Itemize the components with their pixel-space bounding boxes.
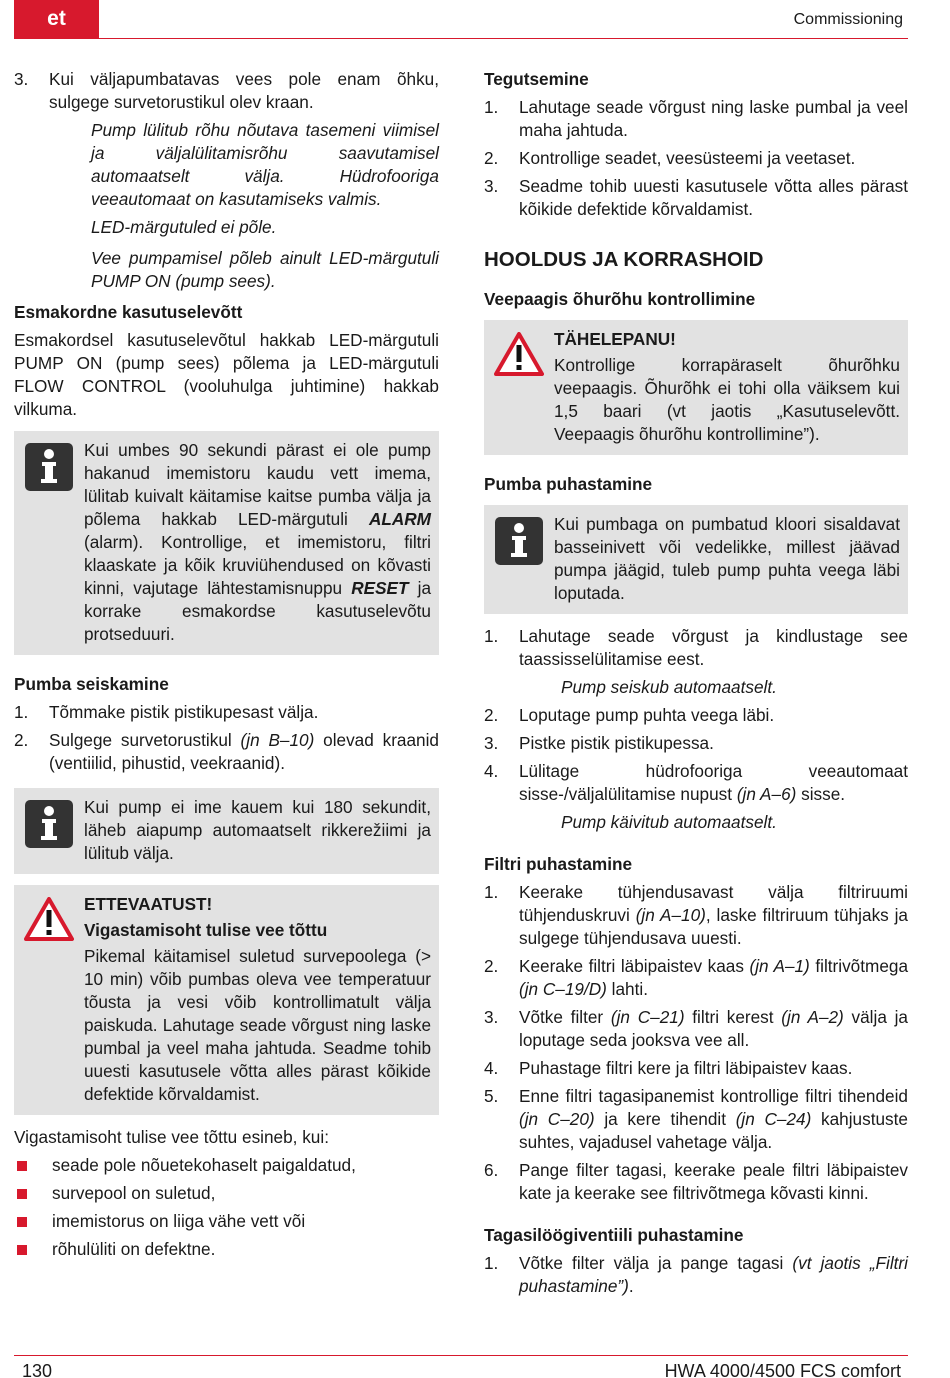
list-item: 2. Sulgege survetorustikul (jn B–10) olevad kraanid (ventiilid, pihustid, veekraanid). xyxy=(14,730,439,773)
section-heading: Tagasilöögiventiili puhastamine xyxy=(484,1225,744,1245)
header-divider xyxy=(14,38,908,39)
list-item: 1. Keerake tühjendusavast välja filtriruumi tühjenduskruvi (jn A–10), laske filtriruum tühjaks ja sulgege tühjendusava uuesti. xyxy=(484,882,908,948)
list-item: seade pole nõuetekohaselt paigaldatud, xyxy=(14,1154,439,1177)
bullet-icon xyxy=(17,1245,27,1255)
bullet-icon xyxy=(17,1189,27,1199)
step-result: LED-märgutuled ei põle. xyxy=(91,217,277,237)
bullet-icon xyxy=(17,1161,27,1171)
list-item: survepool on suletud, xyxy=(14,1182,439,1205)
note-text: Kontrollige korrapäraselt õhurõhku veepaagis. Õhurõhk ei tohi olla väiksem kui 1,5 baari (vt jaotis „Kasutuselevõtt. Veepaagis õhurõhu kontrollimine”). xyxy=(554,355,900,444)
list-item: 6. Pange filter tagasi, keerake peale filtri läbipaistev kate ja keerake see filtrivõtmega kõvasti kinni. xyxy=(484,1160,908,1203)
info-box xyxy=(14,788,439,874)
hazard-list xyxy=(14,1154,439,1261)
caution-box xyxy=(14,885,439,1115)
info-box xyxy=(484,505,908,614)
list-item: 5. Enne filtri tagasipanemist kontrollige filtri tihendeid (jn C–20) ja kere tihendit (jn C–24) kahjustuste suhtes, vajadusel vahetage välja. xyxy=(484,1086,908,1152)
info-text: Kui pump ei ime kauem kui 180 sekundit, läheb aiapump automaatselt rikkerežiimi ja lülitub välja. xyxy=(84,797,431,863)
list-item: 3. Võtke filter (jn C–21) filtri kerest (jn A–2) välja ja loputage seda jooksva vee all. xyxy=(484,1007,908,1050)
right-column xyxy=(484,68,908,1303)
note-title: TÄHELEPANU! xyxy=(554,329,676,349)
caution-title: ETTEVAATUST! xyxy=(84,894,213,914)
list-item: 3. Seadme tohib uuesti kasutusele võtta alles pärast kõikide defektide kõrvaldamist. xyxy=(484,176,908,219)
section-heading: Tegutsemine xyxy=(484,69,589,89)
bullet-icon xyxy=(17,1217,27,1227)
step-result: Pump lülitub rõhu nõutava tasemeni viimisel ja väljalülitamisrõhu saavutamisel automaatselt välja. Hüdrofooriga veeautomaat on kasutamiseks valmis. xyxy=(91,120,439,209)
section-heading: Esmakordne kasutuselevõtt xyxy=(14,302,243,322)
section-heading: Pumba seiskamine xyxy=(14,674,169,694)
list-item: rõhulüliti on defektne. xyxy=(14,1238,439,1261)
left-column xyxy=(14,68,439,1266)
warning-triangle-icon xyxy=(24,897,74,947)
list-item: 2. Keerake filtri läbipaistev kaas (jn A–1) filtrivõtmega (jn C–19/D) lahti. xyxy=(484,956,908,999)
list-item: 3. Pistke pistik pistikupessa. xyxy=(484,733,714,753)
list-item: 3. Kui väljapumbatavas vees pole enam õhku, sulgege survetorustikul olev kraan. xyxy=(14,69,439,112)
step-text: Kui väljapumbatavas vees pole enam õhku, sulgege survetorustikul olev kraan. xyxy=(49,69,439,112)
section-heading: Pumba puhastamine xyxy=(484,474,653,494)
list-item: 1. Tõmmake pistik pistikupesast välja. xyxy=(14,702,319,722)
list-item: 1. Võtke filter välja ja pange tagasi (vt jaotis „Filtri puhastamine”). xyxy=(484,1253,908,1296)
step-result: Pump seiskub automaatselt. xyxy=(561,677,777,697)
info-icon xyxy=(25,443,73,497)
paragraph: Esmakordsel kasutuselevõtul hakkab LED-märgutuli PUMP ON (pump sees) põlema ja LED-märgutuli FLOW CONTROL (vooluhulga juhtimine) hakkab vilkuma. xyxy=(14,330,439,419)
list-item: 4. Lülitage hüdrofooriga veeautomaat sisse-/väljalülitamise nupust (jn A–6) sisse. xyxy=(484,761,908,804)
chapter-heading: HOOLDUS JA KORRASHOID xyxy=(484,248,764,271)
info-text: Kui pumbaga on pumbatud kloori sisaldavat basseinivett või vedelikke, millest jäävad pumpa jäägid, tuleb pump puhta veega läbi loputada. xyxy=(554,514,900,603)
step-result: Pump käivitub automaatselt. xyxy=(561,812,777,832)
step-result: Vee pumpamisel põleb ainult LED-märgutuli PUMP ON (pump sees). xyxy=(91,248,439,291)
list-item: 1. Lahutage seade võrgust ja kindlustage see taassisselülitamise eest. xyxy=(484,626,908,669)
note-box xyxy=(484,320,908,455)
info-icon xyxy=(495,517,543,571)
caution-text: Pikemal käitamisel suletud survepoolega (> 10 min) võib pumbas oleva vee temperatuur tõusta ja vesi võib kontrollimatult välja paiskuda. Lahutage seade võrgust ning laske pumbal ja veel maha jahtuda. Seadme tohib uuesti kasutusele võtta alles pärast kõikide defektide kõrvaldamist. xyxy=(84,946,431,1104)
info-text: Kui umbes 90 sekundi pärast ei ole pump hakanud imemistoru kaudu vett imema, lülitab kuivalt käitamise kaitse pumba välja ja põlema hakkab LED-märgutuli ALARM (alarm). Kontrollige, et imemistoru, filtri klaaskate ja kõik kruviühendused on kõvasti kinni, vajutage lähtestamisnuppu RESET ja korrake esmakordse kasutuselevõtu protseduuri. xyxy=(84,440,431,644)
section-heading: Veepaagis õhurõhu kontrollimine xyxy=(484,289,756,309)
section-heading: Filtri puhastamine xyxy=(484,854,633,874)
product-name: HWA 4000/4500 FCS comfort xyxy=(664,1361,901,1378)
language-tab: et xyxy=(14,0,99,38)
warning-triangle-icon xyxy=(494,332,544,382)
section-title: Commissioning xyxy=(793,11,903,28)
list-item: 2. Loputage pump puhta veega läbi. xyxy=(484,705,775,725)
info-box xyxy=(14,431,439,655)
list-item: 1. Lahutage seade võrgust ning laske pumbal ja veel maha jahtuda. xyxy=(484,97,908,140)
info-icon xyxy=(25,800,73,854)
page-number: 130 xyxy=(22,1361,53,1378)
list-item: imemistorus on liiga vähe vett või xyxy=(14,1210,439,1233)
caution-subtitle: Vigastamisoht tulise vee tõttu xyxy=(84,920,328,940)
paragraph: Vigastamisoht tulise vee tõttu esineb, kui: xyxy=(14,1127,329,1147)
footer-divider xyxy=(14,1355,908,1356)
list-item: 4. Puhastage filtri kere ja filtri läbipaistev kaas. xyxy=(484,1058,853,1078)
list-item: 2. Kontrollige seadet, veesüsteemi ja veetaset. xyxy=(484,148,856,168)
